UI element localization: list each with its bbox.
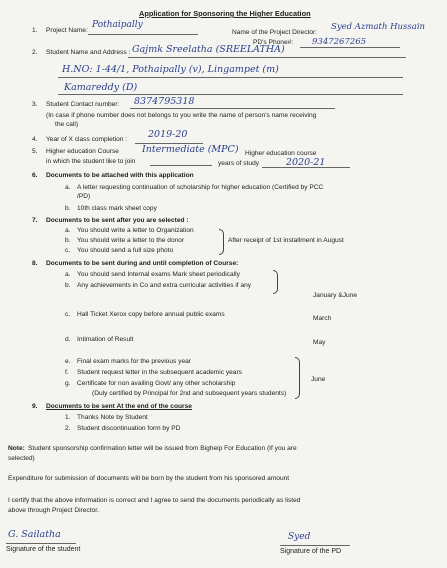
years-of-study-label: years of study — [218, 160, 260, 167]
s9-item-1: Thanks Note by Student — [77, 414, 148, 421]
timing-efg: June — [311, 376, 326, 383]
note-text-2: selected) — [8, 455, 35, 462]
project-name-label: Project Name: — [46, 27, 88, 34]
s7-item-c: You should send a full size photo — [77, 247, 174, 254]
section-number: 9. — [32, 403, 38, 410]
s8-item-f: Student request letter in the subsequent academic years — [77, 369, 242, 376]
item-marker: f. — [65, 369, 69, 376]
timing-ab: January &June — [313, 292, 357, 299]
certify-text-2: above through Project Director. — [8, 507, 99, 514]
student-signature-label: Signature of the student — [6, 546, 81, 553]
section-8-title: Documents to be sent during and until completion of Course: — [46, 260, 239, 267]
contact-note-2: the call) — [55, 121, 79, 128]
field-number: 3. — [32, 101, 38, 108]
contact-label: Student Contact number: — [46, 101, 120, 108]
pd-phone-value: 9347267265 — [312, 37, 367, 47]
field-number: 5. — [32, 148, 38, 155]
s7-item-a: You should write a letter to Organization — [77, 227, 194, 234]
item-marker: b. — [65, 282, 71, 289]
higher-ed-label: Higher education Course — [46, 148, 119, 155]
s7-item-b: You should write a letter to the donor — [77, 237, 185, 244]
s9-item-2: Student discontinuation form by PD — [77, 425, 181, 432]
section-7-title: Documents to be sent after you are selected : — [46, 217, 189, 224]
section-number: 8. — [32, 260, 38, 267]
field-number: 1. — [32, 27, 38, 34]
item-marker: c. — [65, 247, 71, 254]
item-marker: b. — [65, 205, 71, 212]
certify-text: I certify that the above information is correct and I agree to send the documents periodically as listed — [8, 497, 301, 504]
year-x-label: Year of X class completion : — [46, 136, 128, 143]
field-number: 4. — [32, 136, 38, 143]
student-name-value: Gajmk Sreelatha (SREELATHA) — [132, 44, 285, 55]
address-line1: H.NO: 1-44/1, Pothaipally (v), Lingampet (m) — [62, 64, 279, 75]
higher-ed-label-3: in which the student like to join — [46, 158, 136, 165]
page-title: Application for Sponsoring the Higher Education — [139, 9, 311, 18]
s8-item-g: Certificate for non availing Govt/ any other scholarship — [77, 380, 236, 387]
item-marker: g. — [65, 380, 71, 387]
timing-c: March — [313, 315, 332, 322]
year-x-value: 2019-20 — [148, 129, 188, 140]
section-number: 6. — [32, 172, 38, 179]
brace — [295, 357, 300, 399]
student-label: Student Name and Address : — [46, 49, 131, 56]
higher-ed-label-2: Higher education course — [245, 150, 317, 157]
s8-item-a: You should send Internal exams Mark sheet periodically — [77, 271, 240, 278]
field-number: 2. — [32, 49, 38, 56]
item-marker: 2. — [65, 425, 71, 432]
item-marker: a. — [65, 227, 71, 234]
section-6-title: Documents to be attached with this application — [46, 172, 194, 179]
pd-signature-label: Signature of the PD — [280, 548, 342, 555]
item-marker: c. — [65, 311, 71, 318]
director-label: Name of the Project Director: — [232, 29, 318, 36]
note-text: Student sponsorship confirmation letter will be issued from Bigheip For Education (If you are — [28, 445, 297, 452]
brace — [219, 229, 224, 255]
s6-item-a-2: /PD) — [77, 193, 91, 200]
item-marker: a. — [65, 184, 71, 191]
item-marker: 1. — [65, 414, 71, 421]
contact-note: (In case if phone number does not belongs to you write the name of person's name receiving — [46, 112, 317, 119]
s7-note: After receipt of 1st installment in August — [228, 237, 344, 244]
note-label: Note: — [8, 445, 25, 452]
address-line2: Kamareddy (D) — [64, 82, 138, 93]
s8-item-d: Intimation of Result — [77, 336, 134, 343]
item-marker: a. — [65, 271, 71, 278]
item-marker: e. — [65, 358, 71, 365]
brace — [273, 270, 278, 294]
item-marker: b. — [65, 237, 71, 244]
s8-item-c: Hall Ticket Xerox copy before annual public exams — [77, 311, 225, 318]
student-signature: G. Sailatha — [8, 529, 61, 540]
section-number: 7. — [32, 217, 38, 224]
years-of-study-value: 2020-21 — [286, 157, 326, 168]
timing-d: May — [313, 339, 326, 346]
s6-item-b: 10th class mark sheet copy — [77, 205, 157, 212]
s8-item-g-2: (Duly certified by Principal for 2nd and subsequent years students) — [92, 390, 287, 397]
contact-value: 8374795318 — [134, 96, 195, 107]
s6-item-a: A letter requesting continuation of scholarship for higher education (Certified by PCC — [77, 184, 324, 191]
project-name-value: Pothaipally — [92, 20, 143, 30]
s8-item-e: Final exam marks for the previous year — [77, 358, 191, 365]
item-marker: d. — [65, 336, 71, 343]
higher-ed-value: Intermediate (MPC) — [142, 144, 239, 155]
expenditure-text: Expenditure for submission of documents will be born by the student from his sponsored amount — [8, 475, 290, 482]
section-9-title: Documents to be sent At the end of the course — [46, 403, 192, 410]
s8-item-b: Any achievements in Co and extra curricular activities if any — [77, 282, 252, 289]
pd-phone-label: PD's Phone#: — [253, 39, 294, 46]
director-value: Syed Azmath Hussain — [331, 22, 426, 32]
pd-signature: Syed — [288, 532, 311, 542]
